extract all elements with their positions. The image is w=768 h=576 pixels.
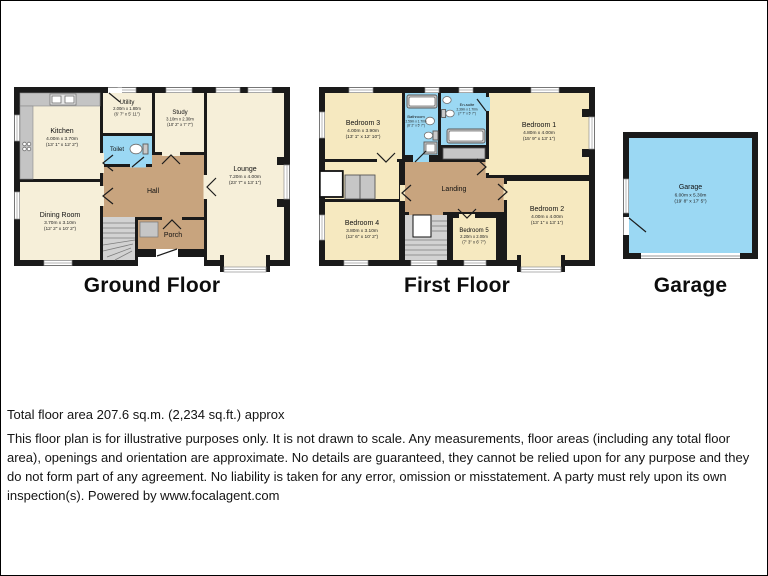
garage-label: Garage [678, 184, 703, 191]
basin-icon [443, 97, 451, 104]
ground-floor-title: Ground Floor [83, 274, 221, 297]
svg-text:4.00m x 3.70m: 4.00m x 3.70m [46, 137, 78, 142]
toilet-label: Toilet [109, 147, 125, 153]
svg-text:2.50m x 1.70m: 2.50m x 1.70m [405, 119, 427, 124]
svg-text:(12' 2" x 10' 2"): (12' 2" x 10' 2") [43, 227, 77, 232]
svg-text:(7' 3" x 6' 7"): (7' 3" x 6' 7") [462, 239, 486, 245]
hob-icon [23, 142, 27, 146]
svg-text:(13' 1" x 13' 1"): (13' 1" x 13' 1") [530, 221, 564, 226]
bedroom2-bay-window [517, 255, 565, 272]
landing-cupboards [320, 171, 375, 199]
wc-icon [446, 110, 454, 117]
svg-text:(15' 9" x 13' 1"): (15' 9" x 13' 1") [522, 137, 556, 142]
kitchen-label: Kitchen [50, 128, 74, 135]
svg-text:(10' 2" x 7' 7"): (10' 2" x 7' 7") [167, 122, 193, 127]
svg-text:(23' 7" x 13' 1"): (23' 7" x 13' 1") [228, 181, 262, 186]
first-floor-plan [319, 87, 595, 275]
svg-text:(13' 1" x 12' 10"): (13' 1" x 12' 10") [345, 135, 381, 140]
landing-label: Landing [441, 186, 467, 193]
storage-cupboard [443, 148, 485, 159]
toilet-icon [130, 144, 148, 154]
ground-floor-plan [14, 87, 290, 275]
disclaimer-text: This floor plan is for illustrative purposes only. It is not drawn to scale. Any measurements, floor areas (including any total floor area), openings and orientation are approximate. No details are guaranteed, they cannot be relied upon for any purpose and they do not form part of any agreement. No liability is taken for any error, omission or misstatement. A party must rely upon its own inspection(s). Powered by www.focalagent.com [7, 431, 750, 503]
bedroom3-label: Bedroom 3 [345, 120, 381, 127]
svg-text:3.10m x 2.30m: 3.10m x 2.30m [166, 116, 194, 122]
garage-title: Garage [653, 274, 728, 297]
svg-text:2.20m x 2.00m: 2.20m x 2.00m [460, 234, 488, 239]
porch-label: Porch [163, 232, 183, 239]
svg-text:7.20m x 4.00m: 7.20m x 4.00m [229, 175, 261, 180]
lounge-bay-window [220, 255, 270, 272]
bedroom4-label: Bedroom 4 [344, 220, 380, 227]
lounge-label: Lounge [233, 166, 257, 173]
total-floor-area-text: Total floor area 207.6 sq.m. (2,234 sq.ft.) approx [7, 407, 285, 422]
svg-text:(7' 7" x 5' 7"): (7' 7" x 5' 7") [458, 111, 476, 116]
svg-text:4.00m x 3.90m: 4.00m x 3.90m [347, 129, 379, 134]
svg-text:3.80m x 3.10m: 3.80m x 3.10m [346, 229, 378, 234]
svg-text:(12' 6" x 10' 2"): (12' 6" x 10' 2") [345, 235, 379, 240]
svg-text:(6' 7" x 5' 11"): (6' 7" x 5' 11") [114, 111, 140, 117]
svg-text:3.70m x 3.10m: 3.70m x 3.10m [44, 221, 76, 226]
svg-text:2.30m x 1.70m: 2.30m x 1.70m [456, 107, 478, 112]
svg-text:4.00m x 4.00m: 4.00m x 4.00m [531, 215, 563, 220]
svg-text:6.00m x 5.30m: 6.00m x 5.30m [674, 193, 707, 199]
bedroom5-label: Bedroom 5 [459, 228, 489, 234]
bedroom2-label: Bedroom 2 [529, 206, 565, 213]
svg-text:(8' 2" x 5' 7"): (8' 2" x 5' 7") [407, 123, 425, 128]
garage-windows [624, 179, 629, 213]
first-stairs-icon [405, 215, 447, 260]
bathroom-label: Bathroom [407, 114, 425, 119]
ensuite-label: En-suite [459, 102, 475, 107]
utility-label: Utility [119, 100, 135, 106]
first-floor-title: First Floor [403, 274, 511, 297]
wc-icon [424, 132, 432, 139]
garage-labels [674, 184, 707, 205]
svg-text:(13' 1" x 12' 2"): (13' 1" x 12' 2") [45, 143, 79, 148]
dining-label: Dining Room [39, 212, 81, 219]
basin-icon [426, 117, 435, 125]
bedroom1-label: Bedroom 1 [521, 122, 557, 129]
study-label: Study [172, 110, 188, 116]
ground-stairs-icon [103, 217, 135, 260]
svg-text:(19' 8" x 17' 5"): (19' 8" x 17' 5") [674, 199, 707, 205]
hall-label: Hall [146, 188, 160, 195]
svg-text:2.00m x 1.80m: 2.00m x 1.80m [113, 106, 141, 111]
garage-plan [623, 132, 758, 259]
svg-text:4.80m x 4.00m: 4.80m x 4.00m [523, 131, 555, 136]
porch-mat [140, 222, 158, 237]
